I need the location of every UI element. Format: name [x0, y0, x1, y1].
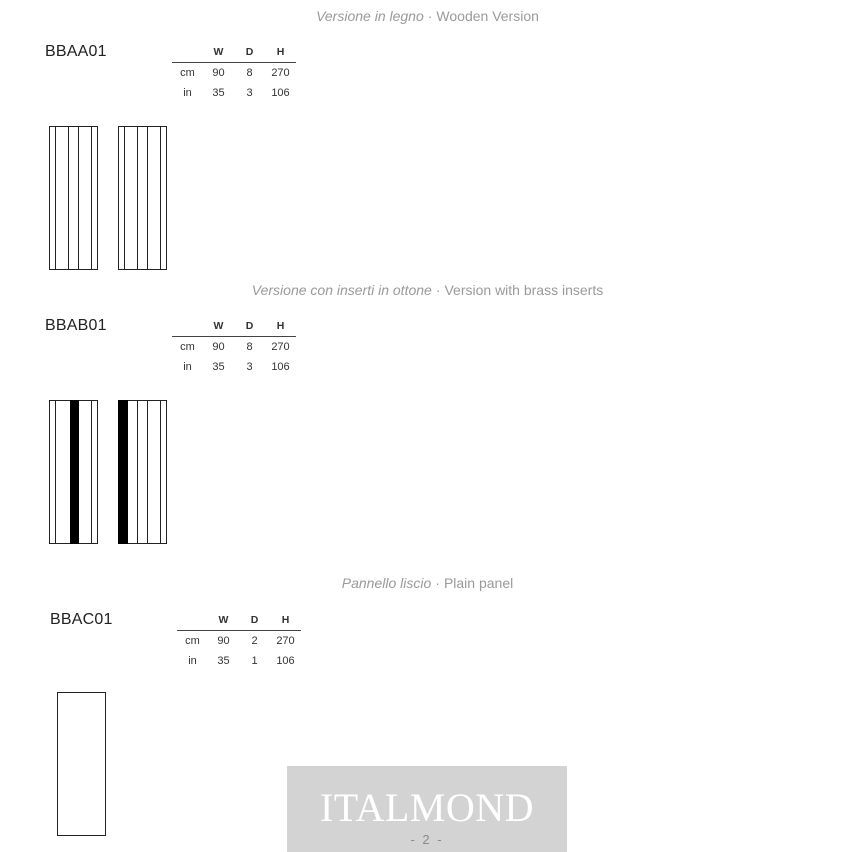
dimensions-table — [172, 42, 296, 103]
section-title-italian: Versione con inserti in ottone — [251, 282, 432, 298]
width-cell: 35 — [212, 361, 225, 373]
header-height: H — [270, 610, 301, 631]
unit-cell: in — [183, 87, 192, 99]
table-header-row — [172, 316, 296, 337]
header-unit — [172, 316, 203, 337]
header-unit — [177, 610, 208, 631]
width-cell: 90 — [212, 67, 225, 79]
table-row — [172, 357, 296, 377]
plain-panel-drawing — [56, 691, 108, 838]
table-header-row — [177, 610, 301, 631]
depth-cell: 8 — [246, 341, 253, 353]
width-cell: 35 — [212, 87, 225, 99]
section-title-english: Plain panel — [443, 575, 514, 591]
section-title-wooden — [0, 8, 855, 24]
width-cell: 90 — [217, 635, 230, 647]
width-cell: 35 — [217, 655, 230, 667]
header-depth: D — [239, 610, 270, 631]
wooden-panel-drawing — [48, 125, 168, 272]
table-row — [172, 63, 296, 84]
page-number: - 2 - — [410, 832, 444, 847]
section-title-brass — [0, 282, 855, 298]
section-title-italian: Pannello liscio — [341, 575, 432, 591]
title-separator: · — [435, 575, 440, 591]
brass-insert-panel-drawing — [48, 399, 168, 546]
brass-insert-strip — [118, 400, 128, 544]
header-width: W — [203, 42, 234, 63]
product-code: BBAC01 — [50, 611, 113, 628]
height-cell: 270 — [271, 341, 290, 353]
brand-logo: ITALMOND — [319, 785, 535, 830]
section-title-english: Version with brass inserts — [444, 282, 604, 298]
height-cell: 106 — [276, 655, 295, 667]
section-title-plain — [0, 575, 855, 591]
table-row — [177, 631, 301, 652]
section-title-italian: Versione in legno — [316, 8, 424, 24]
title-separator: · — [435, 282, 441, 298]
brand-logo-box — [287, 766, 567, 852]
header-unit — [172, 42, 203, 63]
unit-cell: in — [183, 361, 192, 373]
depth-cell: 1 — [251, 655, 258, 667]
table-row — [177, 651, 301, 671]
depth-cell: 3 — [246, 87, 253, 99]
product-code: BBAA01 — [45, 43, 107, 60]
section-title-english: Wooden Version — [436, 8, 539, 24]
title-separator: · — [427, 8, 433, 24]
depth-cell: 3 — [246, 361, 253, 373]
header-height: H — [265, 42, 296, 63]
header-depth: D — [234, 42, 265, 63]
header-depth: D — [234, 316, 265, 337]
header-height: H — [265, 316, 296, 337]
header-width: W — [203, 316, 234, 337]
height-cell: 106 — [271, 361, 290, 373]
height-cell: 106 — [271, 87, 290, 99]
dimensions-table — [172, 316, 296, 377]
height-cell: 270 — [271, 67, 290, 79]
dimensions-table — [177, 610, 301, 671]
height-cell: 270 — [276, 635, 295, 647]
unit-cell: cm — [180, 67, 195, 79]
brass-insert-strip — [70, 400, 79, 544]
unit-cell: in — [188, 655, 197, 667]
header-width: W — [208, 610, 239, 631]
width-cell: 90 — [212, 341, 225, 353]
depth-cell: 2 — [251, 635, 258, 647]
unit-cell: cm — [185, 635, 200, 647]
table-row — [172, 337, 296, 358]
depth-cell: 8 — [246, 67, 253, 79]
unit-cell: cm — [180, 341, 195, 353]
table-header-row — [172, 42, 296, 63]
table-row — [172, 83, 296, 103]
product-code: BBAB01 — [45, 317, 107, 334]
